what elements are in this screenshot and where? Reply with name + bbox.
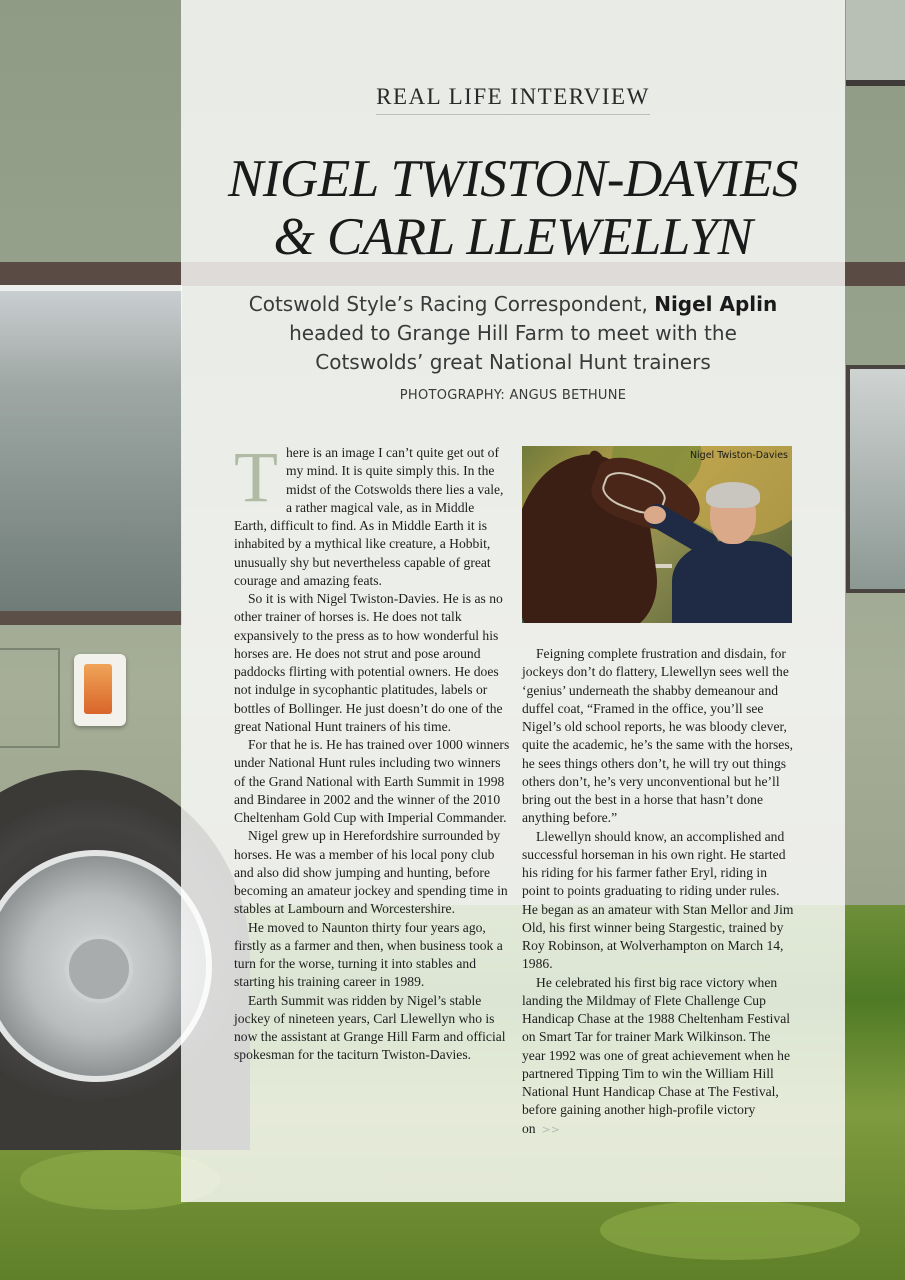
paragraph: For that he is. He has trained over 1000 winners under National Hunt rules including two winners of the Grand National with Earth Summit in 1998 and Bindaree in 2002 and the winner of the 2010 Cheltenham Gold Cup with Imperial Commander. xyxy=(234,737,510,825)
continue-arrow[interactable]: >> xyxy=(541,1122,561,1136)
paragraph: There is an image I can’t quite get out of my mind. It is quite simply this. In the midst of the Cotswolds there lies a vale, a rather magical vale, as in Middle Earth, difficult to find. As in Middle Earth it is inhabited by a mythical like creature, a Hobbit, unusually shy but nevertheless capable of great courage and amazing feats. xyxy=(234,437,504,588)
photo-caption: Nigel Twiston-Davies xyxy=(689,450,788,461)
paragraph: He celebrated his first big race victory when landing the Mildmay of Flete Challenge Cup Handicap Chase at the 1988 Cheltenham Festival on Smart Tar for trainer Mark Wilkinson. The year 1992 was one of great achievement when he partnered Tipping Tim to win the William Hill National Hunt Handicap Chase at The Festival, before gaining another high-profile victory on >> xyxy=(522,974,791,1136)
drop-cap: T xyxy=(234,437,278,517)
paragraph: He moved to Naunton thirty four years ago, firstly as a farmer and then, when business took a turn for the worse, turning it into stables and starting his training career in 1989. xyxy=(234,919,503,990)
article-column-1 xyxy=(234,437,510,1065)
paragraph: Earth Summit was ridden by Nigel’s stable jockey of nineteen years, Carl Llewellyn who is now the assistant at Grange Hill Farm and official spokesman for the taciturn Twiston-Davies. xyxy=(234,992,506,1063)
bus-upper-window xyxy=(846,0,905,86)
headline-line-2: & CARL LLEWELLYN xyxy=(273,208,753,266)
bus-wheel-hub xyxy=(65,935,133,1003)
trainer-hair xyxy=(706,482,760,508)
author-name: Nigel Aplin xyxy=(654,292,778,316)
paragraph: Feigning complete frustration and disdain, for jockeys don’t do flattery, Llewellyn sees well the ‘genius’ underneath the shabby demeanour and duffel coat, “Framed in the office, you’ll see Nigel’s old school reports, he was bloody clever, quite the academic, he’s the same with the horses, he sees things others don’t, he will try out things others don’t, he’s very unconventional but he’ll bring out the best in a horse that hasn’t done anything before.” xyxy=(522,646,794,826)
paragraph: Llewellyn should know, an accomplished and successful horseman in his own right. He started his riding for his farmer father Eryl, riding in point to points graduating to riding under rules. He began as an amateur with Stan Mellor and Jim Old, his first winner being Stargestic, trained by Roy Robinson, at Wolverhampton on March 14, 1986. xyxy=(522,828,794,972)
paragraph: Nigel grew up in Herefordshire surrounded by horses. He was a member of his local pony club and also did show jumping and hunting, before becoming an amateur jockey and spending time in stables at Lambourn and Worcestershire. xyxy=(234,828,508,917)
standfirst-line-3: Cotswolds’ great National Hunt trainers xyxy=(315,350,711,374)
standfirst-line-2: headed to Grange Hill Farm to meet with the xyxy=(289,321,737,345)
article-column-2 xyxy=(522,645,794,1139)
section-label: REAL LIFE INTERVIEW xyxy=(181,84,845,115)
headline-line-1: NIGEL TWISTON-DAVIES xyxy=(228,150,798,208)
paragraph: So it is with Nigel Twiston-Davies. He is as no other trainer of horses is. He does not talk expansively to the press as to how wonderful his horses are. He does not strut and pose around paddocks flirting with potential owners. He does not indulge in sycophantic platitudes, labels or bottles of Bollinger. He just doesn’t do one of the great National Hunt trainers of his time. xyxy=(234,591,503,734)
photo-credit: PHOTOGRAPHY: ANGUS BETHUNE xyxy=(399,388,627,403)
grass-tuft xyxy=(600,1200,860,1260)
trainer-figure xyxy=(672,541,792,623)
trainer-hand xyxy=(644,506,666,524)
bus-window-left xyxy=(0,285,182,625)
bus-panel-seam xyxy=(0,648,60,748)
headline xyxy=(181,150,845,266)
standfirst-line-1: Cotswold Style’s Racing Correspondent, Nigel Aplin xyxy=(248,292,778,316)
inset-photo xyxy=(522,446,792,623)
bus-indicator-light xyxy=(74,654,126,726)
standfirst xyxy=(181,290,845,377)
bus-window-right xyxy=(846,365,905,593)
